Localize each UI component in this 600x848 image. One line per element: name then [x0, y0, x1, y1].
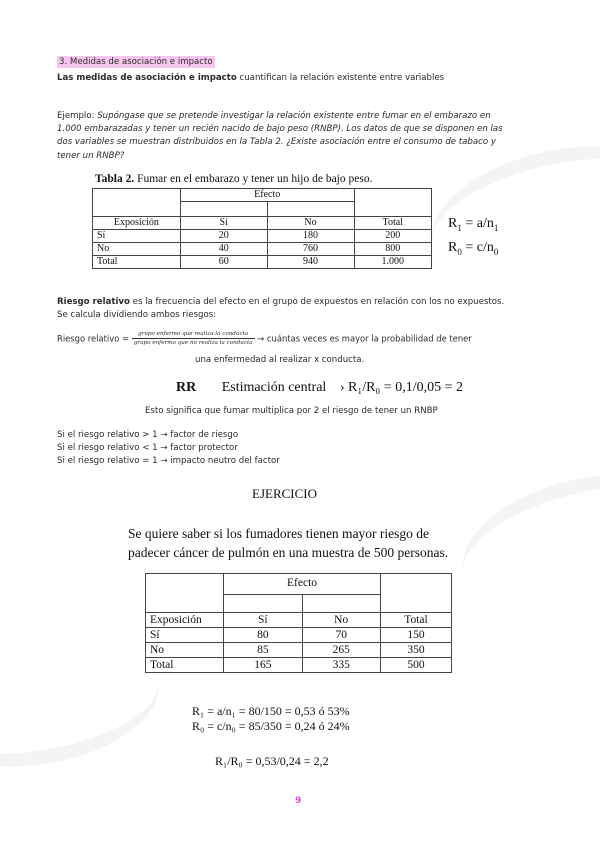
table-cell [380, 594, 451, 613]
table-cell: 85 [224, 643, 302, 658]
table-row [146, 574, 452, 595]
table-cell: 500 [380, 658, 451, 673]
table-row [93, 242, 432, 255]
table-cell: 60 [180, 255, 267, 268]
exercise-title: EJERCICIO [252, 486, 317, 501]
table-cell: 165 [224, 658, 302, 673]
example-line: dos variables se muestran distribuidos en la Tabla 2. ¿Existe asociación entre el consumo de tabaco y [57, 137, 496, 148]
table-cell: 350 [380, 643, 451, 658]
question-line: padecer cáncer de pulmón en una muestra de 500 personas. [128, 545, 449, 560]
side-formulas [448, 214, 498, 262]
calc-line: R₁ = a/n₁ = 80/150 = 0,53 ó 53% [192, 704, 350, 718]
rr-definition [57, 296, 577, 322]
table-cell: 800 [354, 242, 432, 255]
table-cell [180, 202, 267, 217]
intro-rest: cuantifican la relación existente entre variables [236, 73, 445, 83]
table-cell: 200 [354, 229, 432, 242]
rr-calc-line: Se calcula dividiendo ambos riesgos: [57, 310, 217, 321]
table-cell: No [93, 242, 181, 255]
table-header: Total [354, 216, 432, 229]
table-header: Exposición [146, 613, 224, 628]
table-row [93, 189, 432, 202]
table-cell [146, 574, 224, 595]
table-cell [354, 202, 432, 217]
example-line: Supóngase que se pretende investigar la relación existente entre fumar en el embarazo en [94, 111, 491, 121]
formula-r0: $R_0 = c/n_0$ [448, 239, 499, 257]
table-header-row [93, 216, 432, 229]
page-number: 9 [295, 796, 302, 806]
table2-effect-header: Efecto [180, 189, 354, 202]
rule-item: Si el riesgo relativo > 1 → factor de riesgo [57, 430, 239, 440]
rr-estimation [176, 380, 463, 396]
table-cell: 180 [267, 229, 354, 242]
calc-line: R₀ = c/n₀ = 85/350 = 0,24 ó 24% [192, 719, 350, 733]
estimation-label: Estimación central [221, 380, 327, 395]
table-cell: No [146, 643, 224, 658]
table2-caption-rest: Fumar en el embarazo y tener un hijo de bajo peso. [134, 173, 373, 185]
table-cell [380, 574, 451, 595]
table-row [146, 594, 452, 613]
table-header: Exposición [93, 216, 181, 229]
table-header: Sí [180, 216, 267, 229]
intro-bold: Las medidas de asociación e impacto [57, 73, 237, 83]
intro-paragraph [57, 72, 444, 85]
table-cell: 70 [302, 628, 380, 643]
exercise-result: R₁/R₀ = 0,53/0,24 = 2,2 [215, 754, 329, 768]
rr-arrow-text2: una enfermedad al realizar x conducta. [195, 355, 365, 365]
table-cell: Sí [146, 628, 224, 643]
rr-arrow-text: → cuántas veces es mayor la probabilidad de tener [257, 333, 472, 344]
exercise-effect-header: Efecto [224, 574, 381, 595]
exercise-table [145, 573, 452, 673]
decorative-swoosh [448, 451, 600, 633]
table-cell: 1.000 [354, 255, 432, 268]
example-paragraph [57, 110, 557, 163]
table-row [93, 255, 432, 268]
table-row [93, 202, 432, 217]
formula-r1: $R_1 = a/n_1$ [448, 216, 499, 233]
table-cell [267, 202, 354, 217]
table-cell [93, 202, 181, 217]
table2 [92, 188, 432, 269]
table-header: Total [380, 613, 451, 628]
rule-item: Si el riesgo relativo < 1 → factor protector [57, 443, 238, 454]
table-cell [146, 594, 224, 613]
rr-denominator: grupo enfermo que no realiza la conducta [133, 340, 253, 346]
rr-numerator: grupo enfermo que realiza la conducta [132, 330, 255, 339]
example-line: 1.000 embarazadas y tener un recién nacido de bajo peso (RNBP). Los datos de que se disponen en las [57, 124, 503, 135]
table-cell [224, 594, 302, 613]
table-cell: 940 [267, 255, 354, 268]
decorative-swoosh [0, 620, 169, 784]
table-cell: 80 [224, 628, 302, 643]
table-row [146, 628, 452, 643]
table-cell [354, 189, 432, 202]
estimation-value: › R₁/R₀ = 0,1/0,05 = 2 [339, 380, 463, 395]
table-cell: 40 [180, 242, 267, 255]
table-cell: 20 [180, 229, 267, 242]
table-row [93, 229, 432, 242]
table-header: No [267, 216, 354, 229]
table2-caption [95, 173, 372, 185]
table-header: Sí [224, 613, 302, 628]
rr-fraction [132, 330, 255, 347]
table-cell [302, 594, 380, 613]
table-cell: Total [93, 255, 181, 268]
table2-caption-bold: Tabla 2. [95, 173, 135, 185]
table-header-row [146, 613, 452, 628]
question-line: Se quiere saber si los fumadores tienen mayor riesgo de [128, 526, 430, 541]
table-cell: Total [146, 658, 224, 673]
rr-def-bold: Riesgo relativo [57, 297, 130, 307]
rr-label: RR [176, 380, 197, 395]
rr-formula-label: Riesgo relativo = [57, 333, 130, 344]
table-row [146, 658, 452, 673]
table-header: No [302, 613, 380, 628]
table-cell [93, 189, 181, 202]
exercise-question [128, 524, 448, 562]
table-cell: 760 [267, 242, 354, 255]
example-line: tener un RNBP? [57, 150, 125, 161]
table-cell: 265 [302, 643, 380, 658]
example-label: Ejemplo: [57, 111, 95, 121]
rr-rules [57, 429, 280, 469]
table-row [146, 643, 452, 658]
rule-item: Si el riesgo relativo = 1 → impacto neutro del factor [57, 456, 280, 467]
table-cell: Sí [93, 229, 181, 242]
rr-def-rest: es la frecuencia del efecto en el grupo de expuestos en relación con los no expuestos. [129, 297, 505, 307]
exercise-calculations [192, 704, 350, 734]
rr-formula [57, 330, 577, 347]
rr-meaning: Esto significa que fumar multiplica por 2 el riesgo de tener un RNBP [145, 406, 438, 416]
section-heading: 3. Medidas de asociación e impacto [59, 57, 213, 67]
table-cell: 335 [302, 658, 380, 673]
table-cell: 150 [380, 628, 451, 643]
